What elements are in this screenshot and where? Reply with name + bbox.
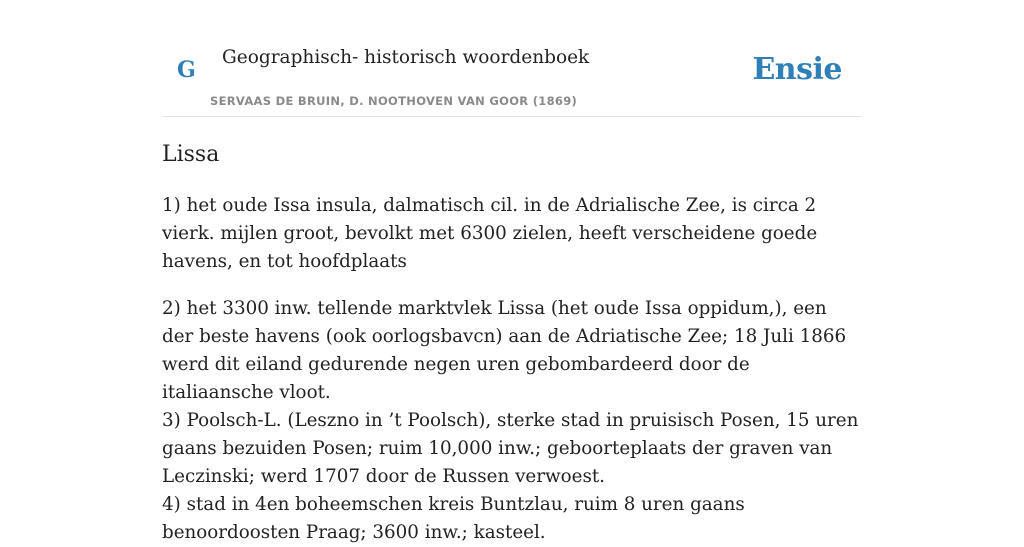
definition-3: 3) Poolsch-L. (Leszno in ’t Poolsch), sterke stad in pruisisch Posen, 15 uren gaans bezuiden Posen; ruim 10,000 inw.; geboorteplaats der graven van Leczinski; werd 1707 door de Russen verwoest. [162, 410, 859, 487]
definition-2: 2) het 3300 inw. tellende marktvlek Lissa (het oude Issa oppidum,), een der beste havens (ook oorlogsbavcn) aan de Adriatische Zee; 18 Juli 1866 werd dit eiland gedurende negen uren gebombardeerd door de italiaansche vloot. [162, 298, 847, 403]
entry-body [162, 192, 862, 547]
header [162, 0, 862, 117]
book-logo-letter[interactable]: G [177, 57, 196, 83]
definition-1: 1) het oude Issa insula, dalmatisch cil. in de Adrialische Zee, is circa 2 vierk. mijlen groot, bevolkt met 6300 zielen, heeft verscheidene goede havens, en tot hoofdplaats [162, 195, 818, 272]
entry-title: Lissa [162, 142, 220, 167]
page [162, 0, 862, 543]
definition-4: 4) stad in 4en boheemschen kreis Buntzlau, ruim 8 uren gaans benoordoosten Praag; 3600 inw.; kasteel. [162, 494, 745, 543]
book-title[interactable]: Geographisch- historisch woordenboek [222, 47, 590, 68]
brand-logo[interactable]: Ensie [752, 52, 842, 87]
book-authors: SERVAAS DE BRUIN, D. NOOTHOVEN VAN GOOR (1869) [210, 94, 578, 108]
